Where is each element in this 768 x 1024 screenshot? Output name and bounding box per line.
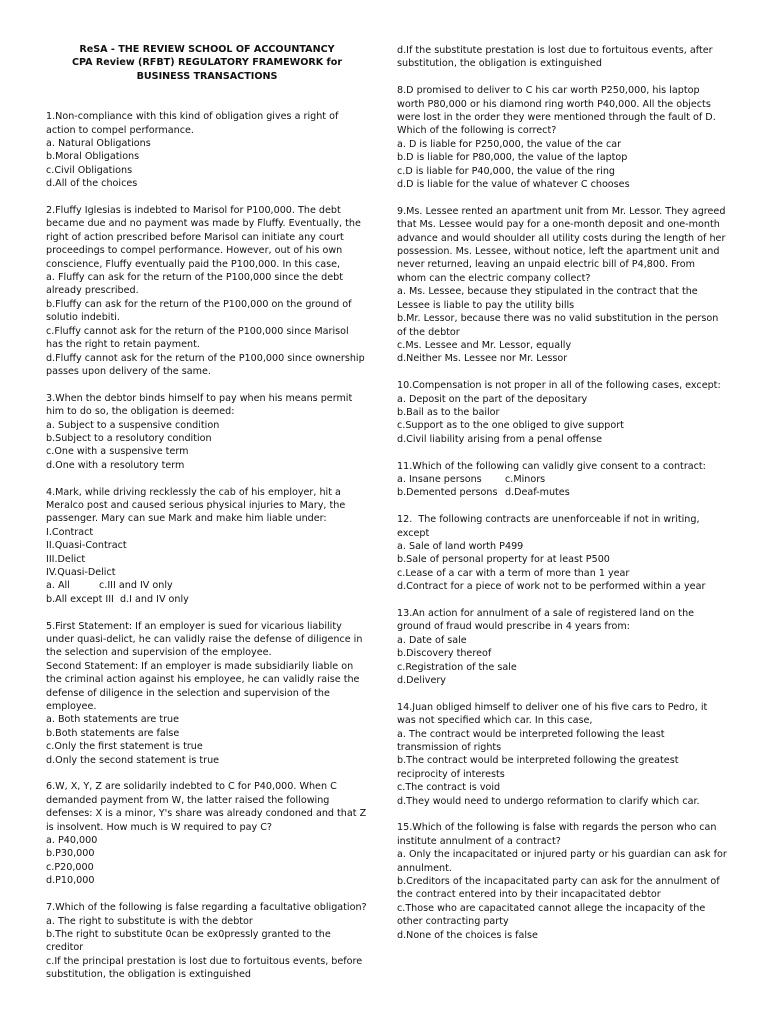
question-11 [397,460,727,500]
option-a: a. Sale of land worth P499 [397,540,524,552]
question-text: 9.Ms. Lessee rented an apartment unit from Mr. Lessor. They agreed that Ms. Lessee would pay for a one-month deposit and one-month advance and would shoulder all utility costs during the length of her possession. Ms. Lessee, without notice, left the apartment unit and never returned, leaving an unpaid electric bill of P4,800. From whom can the electric company collect? [397,205,726,284]
option-d: d.Deaf-mutes [505,487,570,499]
option-c: c.If the principal prestation is lost due to fortuitous events, before substitution, the obligation is extinguished [46,955,363,981]
item-ii: II.Quasi-Contract [46,540,127,552]
left-column [46,43,368,995]
option-c: c.Support as to the one obliged to give support [397,420,624,432]
header-school-name: ReSA - THE REVIEW SCHOOL OF ACCOUNTANCY [79,44,335,55]
option-b: b.Fluffy can ask for the return of the P100,000 on the ground of solutio indebiti. [46,298,352,324]
option-b: b.Mr. Lessor, because there was no valid substitution in the person of the debtor [397,313,719,338]
question-6 [46,780,368,887]
question-text: 10.Compensation is not proper in all of the following cases, except: [397,380,721,392]
option-c: c.Ms. Lessee and Mr. Lessor, equally [397,339,572,351]
option-a: a. Insane persons [397,473,482,485]
option-d: d.P10,000 [46,875,95,887]
question-text: 11.Which of the following can validly give consent to a contract: [397,460,706,472]
option-d: d.One with a resolutory term [46,459,185,471]
question-9 [397,205,727,366]
option-d: d.Delivery [397,675,446,686]
option-d: d.D is liable for the value of whatever C chooses [397,179,630,191]
option-a: a. P40,000 [46,835,98,847]
question-12 [397,513,727,593]
option-b: b.Subject to a resolutory condition [46,432,212,444]
option-d: d.None of the choices is false [397,929,538,941]
option-a: a. Only the incapacitated or injured party or his guardian can ask for annulment. [397,849,727,874]
first-statement: 5.First Statement: If an employer is sued for vicarious liability under quasi-delict, he can validly raise the defense of diligence in the selection and supervision of the employee. [46,620,363,659]
option-b: b.Moral Obligations [46,151,140,163]
question-text: 7.Which of the following is false regarding a facultative obligation? [46,902,367,914]
question-text: 14.Juan obliged himself to deliver one of his five cars to Pedro, it was not specified which car. In this case, [397,701,708,727]
question-7 [46,901,368,981]
option-c: c.Only the first statement is true [46,741,203,753]
option-a: a. Ms. Lessee, because they stipulated in the contract that the Lessee is liable to pay the utility bills [397,286,698,311]
option-b: b.Both statements are false [46,727,180,739]
item-iii: III.Delict [46,553,86,565]
option-a: a. Natural Obligations [46,138,151,150]
question-text: 6.W, X, Y, Z are solidarily indebted to C for P40,000. When C demanded payment from W, the latter raised the following defenses: X is a minor, Y's share was already condoned and that Z is insolvent. How much is W required to pay C? [46,781,367,833]
option-c: c.III and IV only [99,580,173,592]
option-c: c.Those who are capacitated cannot allege the incapacity of the other contracting party [397,902,706,928]
option-b: b.Sale of personal property for at least P500 [397,554,610,566]
question-text: 2.Fluffy Iglesias is indebted to Marisol for P100,000. The debt became due and no payment was made by Fluffy. Eventually, the right of action prescribed before Marisol can initiate any court proceedings to compel performance. However, out of his own conscience, Fluffy eventually paid the P100,000. In this case, [46,205,361,270]
option-c: c.Civil Obligations [46,164,133,176]
question-8 [397,84,727,191]
question-text: 4.Mark, while driving recklessly the cab of his employer, hit a Meralco post and caused serious physical injuries to Mary, the passenger. Mary can sue Mark and make him liable under: [46,486,346,525]
option-c: c.The contract is void [397,782,501,794]
option-d: d.Fluffy cannot ask for the return of the P100,000 since ownership passes upon delivery of the same. [46,352,365,377]
question-10 [397,379,727,446]
option-c: c.Registration of the sale [397,661,517,673]
option-c: c.Minors [505,473,546,485]
second-statement: Second Statement: If an employer is made subsidiarily liable on the criminal action against his employee, he can validly raise the defense of diligence in the selection and supervision of the employee. [46,660,360,713]
option-d: d.I and IV only [120,593,189,605]
option-b: b.Demented persons [397,487,498,499]
option-a: a. All [46,580,70,592]
question-3 [46,392,368,472]
option-c: c.P20,000 [46,861,94,873]
option-row-ac [46,579,368,592]
header-course-title: CPA Review (RFBT) REGULATORY FRAMEWORK for BUSINESS TRANSACTIONS [71,57,343,82]
option-b: b.Discovery thereof [397,648,492,660]
item-i: I.Contract [46,526,94,538]
question-text: 8.D promised to deliver to C his car worth P250,000, his laptop worth P80,000 or his diamond ring worth P40,000. All the objects were lost in the order they were mentioned through the fault of D. Which of the following is correct? [397,85,716,137]
option-a: a. Subject to a suspensive condition [46,419,220,431]
option-d: d.Only the second statement is true [46,754,220,766]
option-a: a. The contract would be interpreted following the least transmission of rights [397,728,665,754]
option-a: a. The right to substitute is with the debtor [46,915,253,927]
option-d: d.Contract for a piece of work not to be performed within a year [397,581,706,593]
option-c: c.D is liable for P40,000, the value of the ring [397,165,616,177]
option-b: b.P30,000 [46,848,95,860]
item-iv: IV.Quasi-Delict [46,566,116,578]
question-4 [46,486,368,607]
question-13 [397,607,727,687]
option-d: d.Neither Ms. Lessee nor Mr. Lessor [397,353,568,365]
question-text: 3.When the debtor binds himself to pay when his means permit him to do so, the obligation is deemed: [46,392,353,418]
question-text: 13.An action for annulment of a sale of registered land on the ground of fraud would prescribe in 4 years from: [397,607,695,633]
option-c: c.One with a suspensive term [46,446,189,458]
option-a: a. Both statements are true [46,714,180,726]
question-14 [397,701,727,808]
option-c: c.Fluffy cannot ask for the return of the P100,000 since Marisol has the right to retain payment. [46,325,349,351]
question-2 [46,204,368,378]
option-d: d.Civil liability arising from a penal offense [397,433,603,445]
question-text: 15.Which of the following is false with regards the person who can institute annulment of a contract? [397,822,717,847]
right-column [397,44,727,955]
option-c: c.Lease of a car with a term of more than 1 year [397,567,630,579]
option-a: a. Date of sale [397,634,467,646]
option-b: b.D is liable for P80,000, the value of the laptop [397,152,628,164]
option-row-bd [46,593,368,606]
option-b: b.Bail as to the bailor [397,406,500,418]
option-a: a. Fluffy can ask for the return of the P100,000 since the debt already prescribed. [46,272,343,297]
question-15 [397,821,727,942]
question-text: 12. The following contracts are unenforceable if not in writing, except [397,514,703,539]
option-b: b.All except III [46,593,114,605]
option-row-bd [397,486,727,499]
option-d: d.All of the choices [46,178,138,190]
document-header [46,43,368,83]
option-d: d.They would need to undergo reformation to clarify which car. [397,795,700,807]
option-a: a. D is liable for P250,000, the value of the car [397,138,622,150]
option-b: b.Creditors of the incapacitated party can ask for the annulment of the contract entered into by their incapacitated debtor [397,876,720,901]
question-5 [46,620,368,767]
question-text: 1.Non-compliance with this kind of obligation gives a right of action to compel performance. [46,111,339,136]
option-b: b.The right to substitute 0can be ex0pressly granted to the creditor [46,928,331,954]
option-b: b.The contract would be interpreted following the greatest reciprocity of interests [397,755,679,780]
option-a: a. Deposit on the part of the depositary [397,393,588,405]
option-row-ac [397,473,727,486]
question-7-continued [397,44,727,71]
option-d: d.If the substitute prestation is lost due to fortuitous events, after substitution, the obligation is extinguished [397,45,713,70]
question-1 [46,110,368,190]
